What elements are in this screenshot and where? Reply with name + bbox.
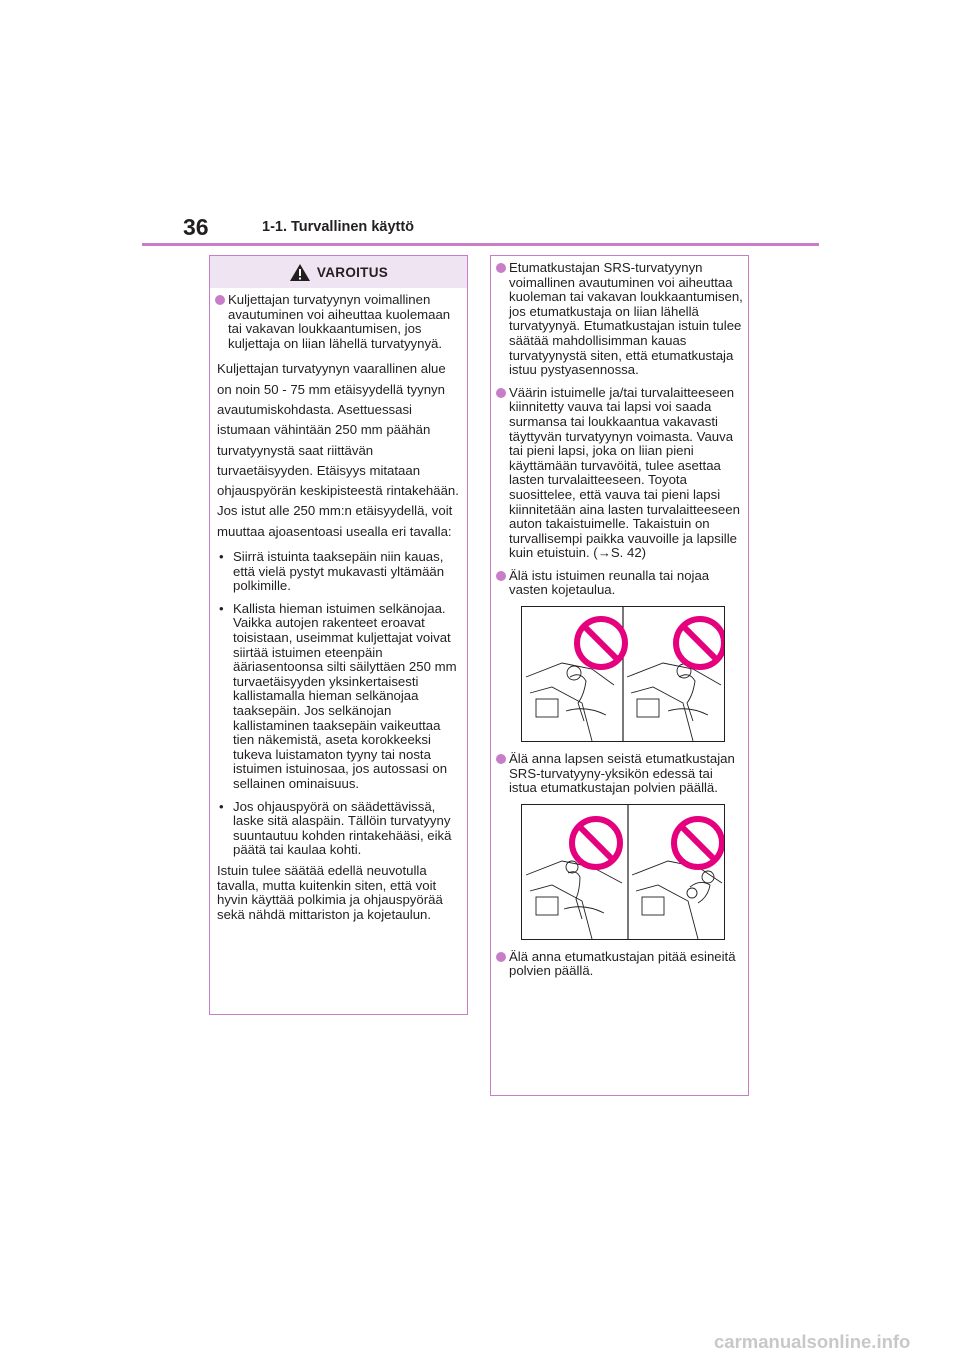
warning-bullet: Kuljettajan turvatyynyn voimallinen avautuminen voi aiheuttaa kuolemaan tai vakavan loukkaantumisen, jos kuljettaja on liian lähellä turvatyynyä. (215, 293, 463, 351)
prohibited-child-illustration (522, 805, 724, 939)
bullet-dot-icon (496, 754, 506, 764)
section-title: 1-1. Turvallinen käyttö (262, 219, 415, 235)
warning-title: VAROITUS (316, 264, 389, 280)
warning-body (210, 288, 467, 922)
page-reference[interactable]: S. 42) (610, 545, 647, 561)
warning-header (210, 256, 467, 288)
warning-box (209, 255, 468, 1015)
header-rule (142, 243, 819, 246)
warning-closing-paragraph: Istuin tulee säätää edellä neuvotulla tavalla, mutta kuitenkin siten, että voit hyvin käyttää polkimia ja ohjauspyörää sekä nähdä mittariston ja kojetaulun. (217, 862, 443, 922)
illustration-child-passenger (521, 804, 725, 940)
prohibited-posture-illustration (522, 607, 724, 741)
list-item: • Jos ohjauspyörä on säädettävissä, laske sitä alaspäin. Tällöin turvatyyny suuntautuu kohden rintakehääsi, eikä päätä tai kaulaa kohti. (219, 798, 452, 858)
list-item: Älä istu istuimen reunalla tai nojaa vasten kojetaulua. (496, 569, 744, 598)
warning-paragraph: Kuljettajan turvatyynyn vaarallinen alue on noin 50 - 75 mm etäisyydellä tyynyn avautumiskohdasta. Asettuessasi istumaan vähintään 250 mm päähän turvatyynystä saat riittävän turvaetäisyyden. Etäisyys mitataan ohjauspyörän keskipisteestä rintakehään. Jos istut alle 250 mm:n etäisyydellä, voit muuttaa ajoasentoasi usealla eri tavalla: (217, 361, 459, 539)
list-item: • Kallista hieman istuimen selkänojaa. Vaikka autojen rakenteet eroavat toisistaan, useimmat kuljettajat voivat siirtää istuimen eteenpäin ääriasentoonsa silti säilyttäen 250 mm turvaetäisyyden yksinkertaisesti kallistamalla hieman selkänojaa taaksepäin. Jos selkänojan kallistaminen taaksepäin vaikeuttaa tien näkemistä, aseta korokkeeksi tukeva luistamaton tyyny tai nosta istuimen istuinosaa, jos autossasi on sellainen ominaisuus. (219, 600, 457, 791)
list-item: Älä anna etumatkustajan pitää esineitä polvien päällä. (496, 950, 744, 979)
list-item: Etumatkustajan SRS-turvatyynyn voimallinen avautuminen voi aiheuttaa kuoleman tai vakavan loukkaantumisen, jos etumatkustaja on liian lähellä turvatyynyä. Etumatkustajan istuin tulee säätää mahdollisimman kauas turvatyynystä siten, että etumatkustaja istuu pystyasennossa. (496, 261, 744, 378)
bullet-dot-icon (496, 952, 506, 962)
prohibition-icon (572, 819, 722, 867)
watermark: carmanualsonline.info (714, 1331, 911, 1352)
bullet-dot-icon (496, 388, 506, 398)
list-item: • Siirrä istuinta taaksepäin niin kauas, että vielä pystyt mukavasti yltämään polkimille. (219, 549, 445, 594)
page-number: 36 (183, 214, 209, 240)
right-warning-box (490, 255, 749, 1096)
bullet-dot-icon (496, 263, 506, 273)
prohibition-icon (577, 619, 724, 667)
arrow-icon: → (597, 545, 611, 561)
list-item: Väärin istuimelle ja/tai turvalaitteeseen kiinnitetty vauva tai lapsi voi saada surmansa tai loukkaantua vakavasti täyttyvän turvatyynyn voimasta. Vauva tai pieni lapsi, joka on liian pieni käyttämään turvavöitä, tulee asettaa lasten turvalaitteeseen. Toyota suosittelee, että vauva tai pieni lapsi kiinnitetään aina lasten turvalaitteeseen auton takaistuimelle. Takaistuin on turvallisempi paikka vauvoille ja lapsille kuin etuistuin. (→S. 42) (496, 386, 744, 561)
list-item: Älä anna lapsen seistä etumatkustajan SRS-turvatyyny-yksikön edessä tai istua etumatkustajan polvien päällä. (496, 752, 744, 796)
bullet-dot-icon (215, 295, 225, 305)
illustration-leaning-passenger (521, 606, 725, 742)
warning-triangle-icon (289, 263, 311, 282)
bullet-dot-icon (496, 571, 506, 581)
